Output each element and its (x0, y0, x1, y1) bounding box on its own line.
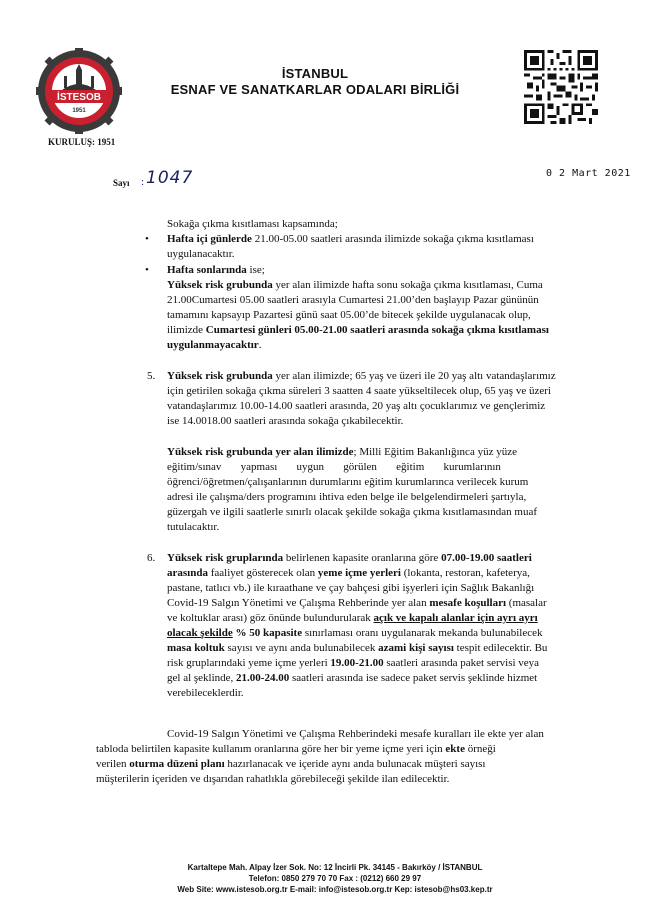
item5-p2-line2: eğitim/sınav yapması uygun görülen eğitim kurumlarının (167, 461, 501, 473)
item6-line9: gel al şeklinde, 21.00-24.00 saatleri arasında ise sadece paket servis şeklinde hizmet (167, 672, 538, 684)
istesob-logo (36, 48, 122, 134)
item5-p2-line1: Yüksek risk grubunda yer alan ilimizde; Milli Eğitim Bakanlığınca yüz yüze (167, 446, 517, 458)
title-city: İSTANBUL (281, 66, 349, 81)
document-date: 0 2 Mart 2021 (546, 168, 631, 179)
bullet2-line5: uygulanmayacaktır. (167, 339, 262, 351)
page-title (150, 66, 480, 98)
closing-line1: Covid-19 Salgın Yönetimi ve Çalışma Rehberindeki mesafe kuralları ile ekte yer alan (167, 728, 544, 740)
item5-line3: vatandaşlarımız 10.00-14.00 saatleri arasında, 20 yaş altı çocuklarımız ve gençlerimiz (167, 400, 546, 412)
logo-wordmark: İSTESOB (57, 92, 101, 103)
qr-code[interactable] (524, 50, 598, 124)
item6-line7: masa koltuk sayısı ve aynı anda bulunabilecek azami kişi sayısı tespit edilecektir. Bu (167, 642, 548, 654)
item5-line2: için getirilen sokağa çıkma süreleri 3 saatten 4 saate yükseltilecek olup, 65 yaş ve üzeri (167, 385, 551, 397)
footer-address: Kartaltepe Mah. Alpay İzer Sok. No: 12 İncirli Pk. 34145 - Bakırköy / İSTANBUL (187, 863, 483, 872)
logo-year: 1951 (72, 108, 86, 114)
bullet2-line4: ilimizde Cumartesi günleri 05.00-21.00 saatleri arasında sokağa çıkma kısıtlaması (167, 324, 549, 336)
item6-line8: risk gruplarındaki yeme içme yerleri 19.00-21.00 saatleri arasında paket servisi veya (167, 657, 540, 669)
bullet2-line3: tamamını kapsayıp Pazartesi günü saat 05.00’de bitecek şekilde uygulanacak olup, (167, 309, 531, 321)
closing-line4: müşterilerin içeriden ve dışarıdan rahatlıkla görebileceği şekilde ilan edilecektir. (96, 773, 450, 785)
founded-label: KURULUŞ: 1951 (48, 137, 116, 147)
item6-line5: ve koltuklar arası) göz önünde bulundurularak açık ve kapalı alanlar için ayrı ayrı (167, 612, 538, 624)
item5-p2-line3: öğrenci/öğretmen/çalışanlarının durumlarını eğitim kurumlarınca verilecek kurum (167, 476, 529, 488)
bullet1-line1: Hafta içi günlerde 21.00-05.00 saatleri arasında ilimizde sokağa çıkma kısıtlaması (167, 233, 534, 245)
item6-line3: pastane, tatlıcı vb.) ile kıraathane ve çay bahçesi gibi işyerleri için Sağlık Bakanlığı (167, 582, 535, 594)
footer-contact[interactable]: Web Site: www.istesob.org.tr E-mail: info@istesob.org.tr Kep: istesob@hs03.kep.tr (177, 885, 493, 894)
footer-phone: Telefon: 0850 279 70 70 Fax : (0212) 660 29 97 (248, 874, 422, 883)
reference-colon: : (141, 176, 145, 188)
reference-number: 1047 (146, 168, 194, 188)
item5-line4: ise 14.0018.00 saatleri arasında sokağa çıkabilecektir. (167, 415, 404, 427)
item6-number: 6. (147, 552, 156, 564)
title-org: ESNAF VE SANATKARLAR ODALARI BİRLİĞİ (170, 82, 460, 97)
item6-line10: verebileceklerdir. (167, 687, 244, 699)
item5-p2-line5: güzergah ve ilgili saatlerle sınırlı olacak şekilde sokağa çıkma kısıtlamasından muaf (167, 506, 538, 518)
item5-number: 5. (147, 370, 156, 382)
item5-p2-line6: tutulacaktır. (167, 521, 220, 533)
footer (100, 862, 570, 895)
bullet-marker: • (145, 233, 149, 245)
item5-p2-line4: adresi ile çalışma/ders programını ihtiva eden belge ile belgelendirmeleri şartıyla, (167, 491, 527, 503)
item6-line1: Yüksek risk gruplarında belirlenen kapasite oranlarına göre 07.00-19.00 saatleri (167, 552, 532, 564)
bullet2-line1: Yüksek risk grubunda yer alan ilimizde hafta sonu sokağa çıkma kısıtlaması, Cuma (167, 279, 543, 291)
closing-line2: tabloda belirtilen kapasite kullanım oranlarına göre her bir yeme içme yeri için ekte örneği (96, 743, 496, 755)
intro-text: Sokağa çıkma kısıtlaması kapsamında; (167, 218, 338, 230)
item5-line1: Yüksek risk grubunda yer alan ilimizde; 65 yaş ve üzeri ile 20 yaş altı vatandaşlarımız (167, 370, 556, 382)
item6-line6: olacak şekilde % 50 kapasite sınırlaması oranı uygulanarak mekanda bulunabilecek (167, 627, 543, 639)
reference-label: Sayı (113, 178, 130, 188)
bullet-marker: • (145, 264, 149, 276)
bullet2-line2: 21.00Cumartesi 05.00 saatleri arasıyla Cumartesi 21.00’den başlayıp Pazar gününün (167, 294, 539, 306)
bullet1-line2: uygulanacaktır. (167, 248, 235, 260)
bullet2-heading: Hafta sonlarında ise; (167, 264, 265, 276)
item6-line4: Covid-19 Salgın Yönetimi ve Çalışma Rehberinde yer alan mesafe koşulları (masalar (167, 597, 547, 609)
closing-line3: verilen oturma düzeni planı hazırlanacak ve içeride aynı anda bulunacak müşteri sayısı (96, 758, 486, 770)
item6-line2: arasında faaliyet gösterecek olan yeme içme yerleri (lokanta, restoran, kafeterya, (167, 567, 530, 579)
